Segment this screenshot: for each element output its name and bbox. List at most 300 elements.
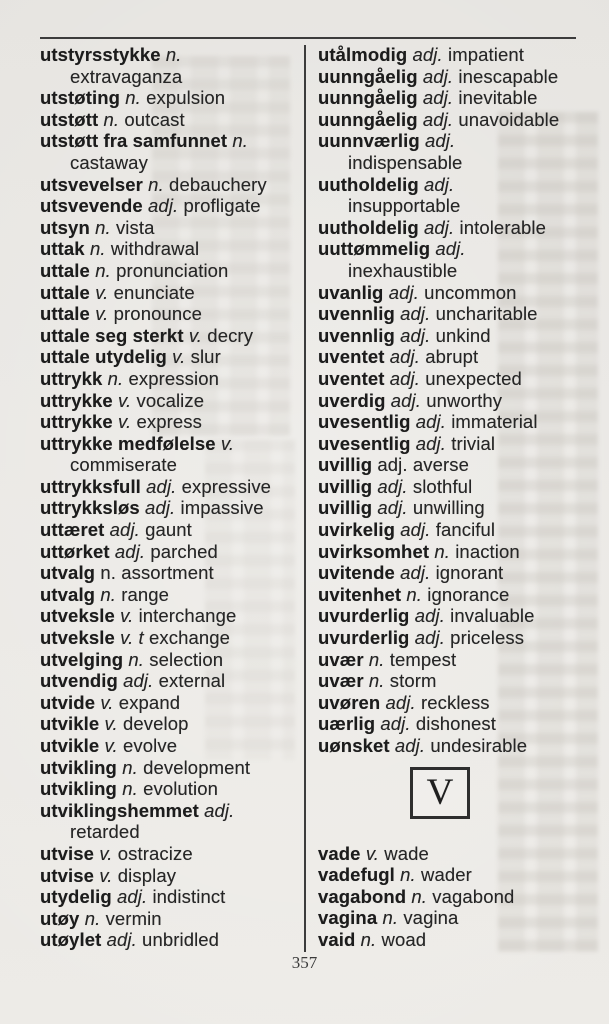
entry-headword: utsyn (40, 216, 90, 238)
entry-headword: uvesentlig (318, 411, 411, 433)
entry-headword: utvikling (40, 778, 117, 800)
entry-headword: utsvevende (40, 195, 143, 217)
entry-translation: averse (407, 454, 469, 476)
dictionary-entry (40, 411, 302, 433)
entry-translation: expand (113, 691, 181, 713)
entry-headword: utvalg (40, 562, 96, 584)
entry-pos: adj. (409, 627, 445, 649)
dictionary-entry (40, 584, 302, 606)
dictionary-entry (318, 886, 590, 908)
dictionary-entry (318, 584, 590, 606)
entry-translation: unkind (430, 324, 491, 346)
dictionary-entry (318, 87, 590, 109)
entry-pos: adj. (394, 562, 431, 584)
dictionary-entry (40, 130, 302, 173)
entry-pos: n. (406, 885, 428, 907)
entry-pos: n. (102, 367, 124, 389)
entry-translation: develop (117, 713, 189, 735)
entry-headword: uvillig (318, 497, 373, 519)
entry-pos: adj. (104, 519, 140, 541)
entry-pos: v. (95, 691, 114, 713)
entry-headword: uvitenhet (318, 583, 402, 605)
entry-translation: selection (144, 648, 224, 670)
entry-headword: utålmodig (318, 44, 408, 65)
entry-translation: impatient (442, 44, 524, 65)
entry-pos: n. (401, 583, 423, 605)
dictionary-entry (318, 303, 590, 325)
dictionary-entry (40, 346, 302, 368)
section-letter: V (426, 772, 454, 814)
dictionary-entry (318, 130, 590, 173)
entry-headword: uttale (40, 281, 90, 303)
dictionary-entry (40, 843, 302, 865)
entry-translation: commiserate (70, 454, 177, 476)
entry-translation: abrupt (419, 346, 479, 368)
entry-translation: undesirable (425, 735, 528, 756)
dictionary-entry (40, 433, 302, 476)
dictionary-entry (40, 649, 302, 671)
entry-pos: adj. (375, 713, 411, 735)
entry-translation: unworthy (421, 389, 503, 411)
entry-headword: uttak (40, 238, 85, 260)
dictionary-entry (318, 476, 590, 498)
entry-translation: indistinct (147, 886, 226, 908)
entry-pos: adj. (372, 497, 408, 519)
entry-headword: uvirkelig (318, 519, 395, 541)
entry-pos: v. t (114, 627, 144, 649)
entry-translation: assortment (115, 562, 214, 584)
dictionary-entry (40, 195, 302, 217)
entry-pos: adj. (417, 87, 454, 109)
dictionary-entry (40, 541, 302, 563)
entry-headword: utstøtt (40, 108, 99, 130)
top-rule (40, 37, 576, 39)
entry-translation: extravaganza (70, 65, 183, 87)
entry-pos: adj. (140, 475, 177, 497)
entry-headword: uutholdelig (318, 216, 419, 238)
entry-translation: trivial (445, 432, 496, 454)
dictionary-entry (318, 670, 590, 692)
entry-pos: adj. (117, 670, 154, 692)
dictionary-entry (318, 929, 590, 951)
dictionary-entry (318, 843, 590, 865)
entry-pos: n. (394, 864, 416, 886)
entry-translation: uncharitable (430, 303, 538, 325)
right-column (318, 44, 590, 951)
dictionary-entry (318, 627, 590, 649)
entry-headword: uvillig (318, 454, 373, 476)
entry-pos: adj. (394, 324, 431, 346)
entry-translation: enunciate (108, 281, 195, 303)
entry-translation: expression (123, 367, 219, 389)
dictionary-entry (40, 238, 302, 260)
entry-pos: n. (95, 583, 116, 605)
entry-pos: v. (94, 864, 113, 886)
dictionary-entry (40, 605, 302, 627)
entry-headword: utydelig (40, 886, 112, 908)
dictionary-entry (40, 303, 302, 325)
entry-headword: uvesentlig (318, 432, 411, 454)
entry-headword: utvalg (40, 583, 96, 605)
entry-pos: adj. (380, 691, 416, 713)
entry-headword: utvendig (40, 670, 118, 692)
entry-pos: adj. (410, 432, 446, 454)
dictionary-entry (40, 217, 302, 239)
entry-translation: gaunt (139, 519, 192, 541)
entry-headword: uttale utydelig (40, 346, 167, 368)
entry-translation: evolve (117, 735, 178, 756)
entry-translation: vocalize (131, 389, 205, 411)
entry-headword: uttrykke (40, 411, 113, 433)
entry-translation: profligate (178, 195, 261, 217)
entry-headword: uttale (40, 303, 90, 325)
dictionary-entry (40, 692, 302, 714)
entry-pos: adj. (430, 238, 466, 260)
dictionary-entry (40, 865, 302, 887)
dictionary-entry (318, 174, 590, 217)
dictionary-entry (318, 109, 590, 131)
entry-pos: adj. (383, 281, 419, 303)
entry-headword: uttrykksløs (40, 497, 140, 519)
entry-translation: wade (379, 842, 429, 864)
entry-translation: exchange (143, 627, 231, 649)
entry-headword: uvanlig (318, 281, 384, 303)
entry-headword: utvelging (40, 648, 124, 670)
entry-headword: uvøren (318, 691, 381, 713)
entry-headword: uunngåelig (318, 65, 418, 87)
entry-translation: external (153, 670, 226, 692)
entry-pos: adj. (384, 367, 420, 389)
dictionary-entry (40, 929, 302, 951)
dictionary-entry (40, 670, 302, 692)
dictionary-entry (40, 908, 302, 930)
entry-pos: v. (166, 346, 186, 368)
dictionary-entry (318, 433, 590, 455)
entry-headword: uttrykke medfølelse (40, 432, 216, 454)
entry-pos: n. (116, 778, 138, 800)
entry-translation: invaluable (444, 605, 535, 627)
entry-pos: n. (142, 173, 164, 195)
entry-headword: vadefugl (318, 864, 395, 886)
entry-headword: uttrykke (40, 389, 113, 411)
dictionary-entry (40, 800, 302, 843)
dictionary-entry (40, 627, 302, 649)
entry-headword: vaid (318, 928, 356, 950)
entry-translation: express (131, 411, 202, 433)
entry-translation: inaction (449, 540, 520, 562)
entry-pos: adj. (418, 216, 455, 238)
page-number: 357 (291, 953, 318, 972)
dictionary-entry (318, 907, 590, 929)
entry-pos: adj. (418, 173, 455, 195)
entry-pos: v. (114, 605, 134, 627)
dictionary-entry (318, 282, 590, 304)
dictionary-entry (318, 562, 590, 584)
entry-translation: parched (145, 540, 218, 562)
dictionary-entry (40, 735, 302, 757)
entry-translation: dishonest (410, 713, 496, 735)
entry-translation: display (112, 864, 177, 886)
entry-headword: utvikling (40, 756, 117, 778)
dictionary-entry (318, 605, 590, 627)
entry-translation: uncommon (418, 281, 517, 303)
entry-translation: expulsion (140, 87, 226, 109)
entry-headword: utstøting (40, 87, 121, 109)
left-column (40, 44, 302, 951)
entry-translation: interchange (133, 605, 237, 627)
entry-pos: n. (95, 562, 116, 584)
entry-headword: uttørket (40, 540, 110, 562)
entry-headword: utviklingshemmet (40, 799, 199, 821)
entry-headword: uvennlig (318, 303, 395, 325)
dictionary-entry (318, 519, 590, 541)
entry-translation: slur (185, 346, 221, 368)
section-letter-box (410, 767, 470, 819)
entry-translation: development (137, 756, 251, 778)
entry-pos: adj. (417, 108, 454, 130)
entry-translation: ostracize (112, 842, 193, 864)
dictionary-entry (40, 562, 302, 584)
entry-translation: storm (384, 670, 437, 692)
entry-translation: ignorance (422, 583, 510, 605)
entry-translation: expressive (176, 475, 272, 497)
entry-headword: uventet (318, 367, 385, 389)
dictionary-entry (40, 497, 302, 519)
entry-pos: v. (183, 324, 203, 346)
entry-pos: v. (112, 411, 132, 433)
entry-pos: adj. (372, 475, 408, 497)
entry-headword: utveksle (40, 627, 115, 649)
entry-translation: inexhaustible (348, 259, 458, 281)
dictionary-entry (318, 649, 590, 671)
entry-pos: adj. (109, 540, 146, 562)
entry-headword: utvikle (40, 713, 100, 735)
entry-headword: uønsket (318, 735, 390, 756)
entry-pos: v. (360, 842, 380, 864)
entry-translation: evolution (137, 778, 219, 800)
entry-headword: utvise (40, 864, 95, 886)
dictionary-entry (318, 541, 590, 563)
entry-headword: uvillig (318, 475, 373, 497)
entry-pos: adj. (101, 929, 137, 951)
dictionary-entry (318, 66, 590, 88)
entry-headword: uvær (318, 648, 364, 670)
dictionary-entry (40, 757, 302, 779)
entry-pos: n. (89, 216, 111, 238)
entry-headword: utvikle (40, 735, 100, 756)
entry-pos: adj. (395, 519, 431, 541)
entry-pos: v. (215, 432, 235, 454)
entry-translation: slothful (407, 475, 473, 497)
entry-translation: vista (110, 216, 155, 238)
dictionary-entry (40, 368, 302, 390)
entry-pos: n. (160, 44, 182, 65)
entry-translation: fanciful (430, 519, 496, 541)
entry-pos: adj. (111, 886, 148, 908)
dictionary-entry (40, 174, 302, 196)
entry-pos: n. (227, 130, 248, 152)
entry-translation: pronounce (108, 303, 202, 325)
entry-headword: utstyrsstykke (40, 44, 161, 65)
dictionary-entry (40, 886, 302, 908)
dictionary-entry (40, 260, 302, 282)
dictionary-entry (40, 476, 302, 498)
letter-section-marker (318, 767, 590, 819)
entry-headword: uvær (318, 670, 364, 692)
entry-headword: utveksle (40, 605, 115, 627)
dictionary-entry (318, 368, 590, 390)
entry-headword: utvise (40, 842, 95, 864)
entry-translation: tempest (384, 648, 457, 670)
dictionary-entry (318, 692, 590, 714)
entry-translation: vagina (398, 907, 459, 929)
entry-headword: uventet (318, 346, 385, 368)
entry-headword: uverdig (318, 389, 386, 411)
entry-translation: unwilling (407, 497, 485, 519)
entry-translation: insupportable (348, 195, 461, 217)
entry-headword: uttrykk (40, 367, 103, 389)
entry-pos: v. (94, 842, 113, 864)
dictionary-entry (318, 713, 590, 735)
entry-pos: adj. (407, 44, 443, 65)
entry-translation: withdrawal (105, 238, 200, 260)
dictionary-entry (40, 325, 302, 347)
entry-pos: n. (84, 238, 106, 260)
entry-translation: range (115, 583, 170, 605)
entry-translation: pronunciation (110, 259, 229, 281)
entry-translation: inescapable (453, 65, 559, 87)
entry-headword: utøylet (40, 929, 102, 951)
entry-headword: uunnværlig (318, 130, 420, 152)
entry-pos: adj. (419, 130, 456, 152)
entry-headword: uvennlig (318, 324, 395, 346)
entry-headword: vade (318, 842, 361, 864)
entry-pos: adj. (394, 303, 431, 325)
entry-headword: uvurderlig (318, 627, 410, 649)
entry-headword: uttale (40, 259, 90, 281)
entry-translation: ignorant (430, 562, 504, 584)
entry-pos: v. (99, 713, 118, 735)
entry-translation: unexpected (419, 367, 522, 389)
entry-pos: adj. (372, 454, 408, 476)
entry-translation: woad (376, 928, 427, 950)
entry-pos: adj. (417, 65, 454, 87)
dictionary-entry (318, 454, 590, 476)
entry-pos: adj. (409, 605, 445, 627)
entry-pos: adj. (198, 799, 235, 821)
dictionary-entry (40, 713, 302, 735)
entry-headword: uttrykksfull (40, 475, 141, 497)
entry-headword: uvurderlig (318, 605, 410, 627)
entry-translation: castaway (70, 151, 148, 173)
entry-headword: uuttømmelig (318, 238, 431, 260)
entry-headword: uunngåelig (318, 87, 418, 109)
entry-translation: vermin (100, 907, 162, 929)
entry-translation: indispensable (348, 151, 463, 173)
entry-headword: uunngåelig (318, 108, 418, 130)
entry-translation: outcast (119, 108, 185, 130)
entry-pos: n. (363, 648, 385, 670)
entry-headword: utsvevelser (40, 173, 143, 195)
dictionary-entry (318, 390, 590, 412)
entry-headword: uttæret (40, 519, 105, 541)
entry-pos: adj. (142, 195, 179, 217)
entry-translation: intolerable (454, 216, 546, 238)
entry-translation: wader (415, 864, 472, 886)
entry-pos: n. (429, 540, 450, 562)
entry-translation: unavoidable (453, 108, 560, 130)
entry-pos: adj. (389, 735, 426, 756)
entry-pos: v. (112, 389, 132, 411)
entry-pos: n. (377, 907, 399, 929)
dictionary-entry (318, 411, 590, 433)
dictionary-entry (318, 217, 590, 239)
entry-translation: impassive (175, 497, 264, 519)
entry-pos: adj. (385, 389, 421, 411)
entry-pos: n. (120, 87, 141, 109)
entry-pos: n. (363, 670, 385, 692)
entry-translation: inevitable (453, 87, 538, 109)
entry-translation: retarded (70, 821, 140, 843)
dictionary-entry (318, 238, 590, 281)
dictionary-entry (318, 864, 590, 886)
entry-pos: adj. (139, 497, 176, 519)
dictionary-entry (40, 519, 302, 541)
entry-headword: uærlig (318, 713, 376, 735)
dictionary-entry (40, 778, 302, 800)
entry-translation: priceless (444, 627, 525, 649)
dictionary-entry (318, 346, 590, 368)
entry-headword: vagabond (318, 885, 407, 907)
dictionary-entry (40, 109, 302, 131)
entry-pos: adj. (410, 411, 446, 433)
entry-translation: debauchery (163, 173, 267, 195)
entry-translation: immaterial (445, 411, 538, 433)
entry-headword: utstøtt fra samfunnet (40, 130, 228, 152)
dictionary-entry (40, 282, 302, 304)
dictionary-entry (40, 87, 302, 109)
entry-headword: utøy (40, 907, 80, 929)
entry-translation: reckless (415, 691, 490, 713)
entry-pos: n. (79, 907, 101, 929)
entry-pos: n. (355, 928, 377, 950)
entry-pos: n. (116, 756, 138, 778)
dictionary-entry (40, 44, 302, 87)
entry-headword: uttale seg sterkt (40, 324, 184, 346)
entry-translation: vagabond (427, 885, 515, 907)
entry-pos: n. (98, 108, 120, 130)
column-divider (304, 45, 306, 952)
dictionary-entry (40, 390, 302, 412)
entry-pos: v. (99, 735, 118, 756)
entry-pos: n. (89, 259, 111, 281)
entry-pos: adj. (384, 346, 420, 368)
entry-headword: uutholdelig (318, 173, 419, 195)
dictionary-entry (318, 325, 590, 347)
entry-headword: uvirksomhet (318, 540, 430, 562)
entry-translation: decry (202, 324, 254, 346)
entry-headword: utvide (40, 691, 96, 713)
entry-pos: v. (89, 303, 109, 325)
entry-translation: unbridled (136, 929, 220, 951)
entry-headword: vagina (318, 907, 378, 929)
dictionary-entry (318, 497, 590, 519)
dictionary-entry (318, 44, 590, 66)
dictionary-entry (318, 735, 590, 757)
entry-pos: v. (89, 281, 109, 303)
entry-pos: n. (123, 648, 144, 670)
entry-headword: uvitende (318, 562, 395, 584)
